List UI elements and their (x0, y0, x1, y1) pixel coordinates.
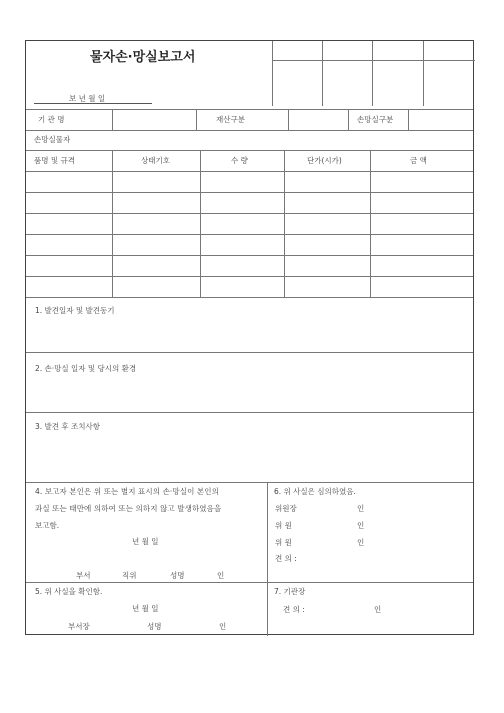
review-chair: 위원장 (275, 504, 297, 513)
items-section-label: 손망실물자 (34, 135, 71, 144)
reporter-rank: 직위 (122, 571, 137, 580)
reporter-statement-line1: 4. 보고자 본인은 위 또는 별지 표시의 손·망실이 본인의 (35, 487, 219, 496)
column-header: 금 액 (410, 156, 427, 165)
report-form (25, 40, 474, 635)
column-header: 수 량 (231, 156, 248, 165)
agency-label: 기 관 명 (38, 115, 65, 124)
review-member2-seal: 인 (357, 538, 365, 547)
circumstances-heading: 2. 손·망실 일자 및 당시의 환경 (35, 364, 137, 373)
actions-heading: 3. 발견 후 조치사항 (35, 422, 101, 431)
reporter-seal: 인 (217, 571, 225, 580)
discovery-heading: 1. 발견일자 및 발견동기 (35, 306, 115, 315)
approval-box (272, 41, 475, 106)
review-chair-seal: 인 (357, 504, 365, 513)
review-member2: 위 원 (275, 538, 292, 547)
column-header: 상태기호 (141, 156, 170, 165)
column-header: 단가(시가) (307, 156, 342, 165)
review-heading: 6. 위 사실은 심의하였음. (274, 487, 356, 496)
confirm-seal: 인 (219, 622, 227, 631)
reporter-date: 년 월 일 (132, 537, 159, 546)
column-header: 품명 및 규격 (34, 156, 75, 165)
loss-type-label: 손망실구분 (357, 115, 394, 124)
confirm-dept-head: 부서장 (68, 622, 90, 631)
confirm-heading: 5. 위 사실을 확인함. (35, 587, 103, 596)
reporter-statement-line2: 과실 또는 태만에 의하여 또는 의하지 않고 발생하였음을 (35, 504, 222, 513)
agency-head-seal: 인 (374, 605, 382, 614)
report-date-line (34, 103, 152, 104)
report-date: 보 년 월 일 (69, 94, 106, 103)
review-member1-seal: 인 (357, 521, 365, 530)
reporter-dept: 부서 (76, 571, 91, 580)
agency-head-opinion: 견 의 : (283, 605, 305, 614)
confirm-date: 년 월 일 (132, 604, 159, 613)
document-title: 물자손·망실보고서 (90, 50, 196, 65)
agency-head-heading: 7. 기관장 (274, 587, 306, 596)
review-opinion: 견 의 : (275, 554, 297, 563)
reporter-statement-line3: 보고함. (35, 521, 60, 530)
property-label: 재산구분 (216, 115, 245, 124)
review-member1: 위 원 (275, 521, 292, 530)
reporter-name: 성명 (170, 571, 185, 580)
confirm-name: 성명 (147, 622, 162, 631)
